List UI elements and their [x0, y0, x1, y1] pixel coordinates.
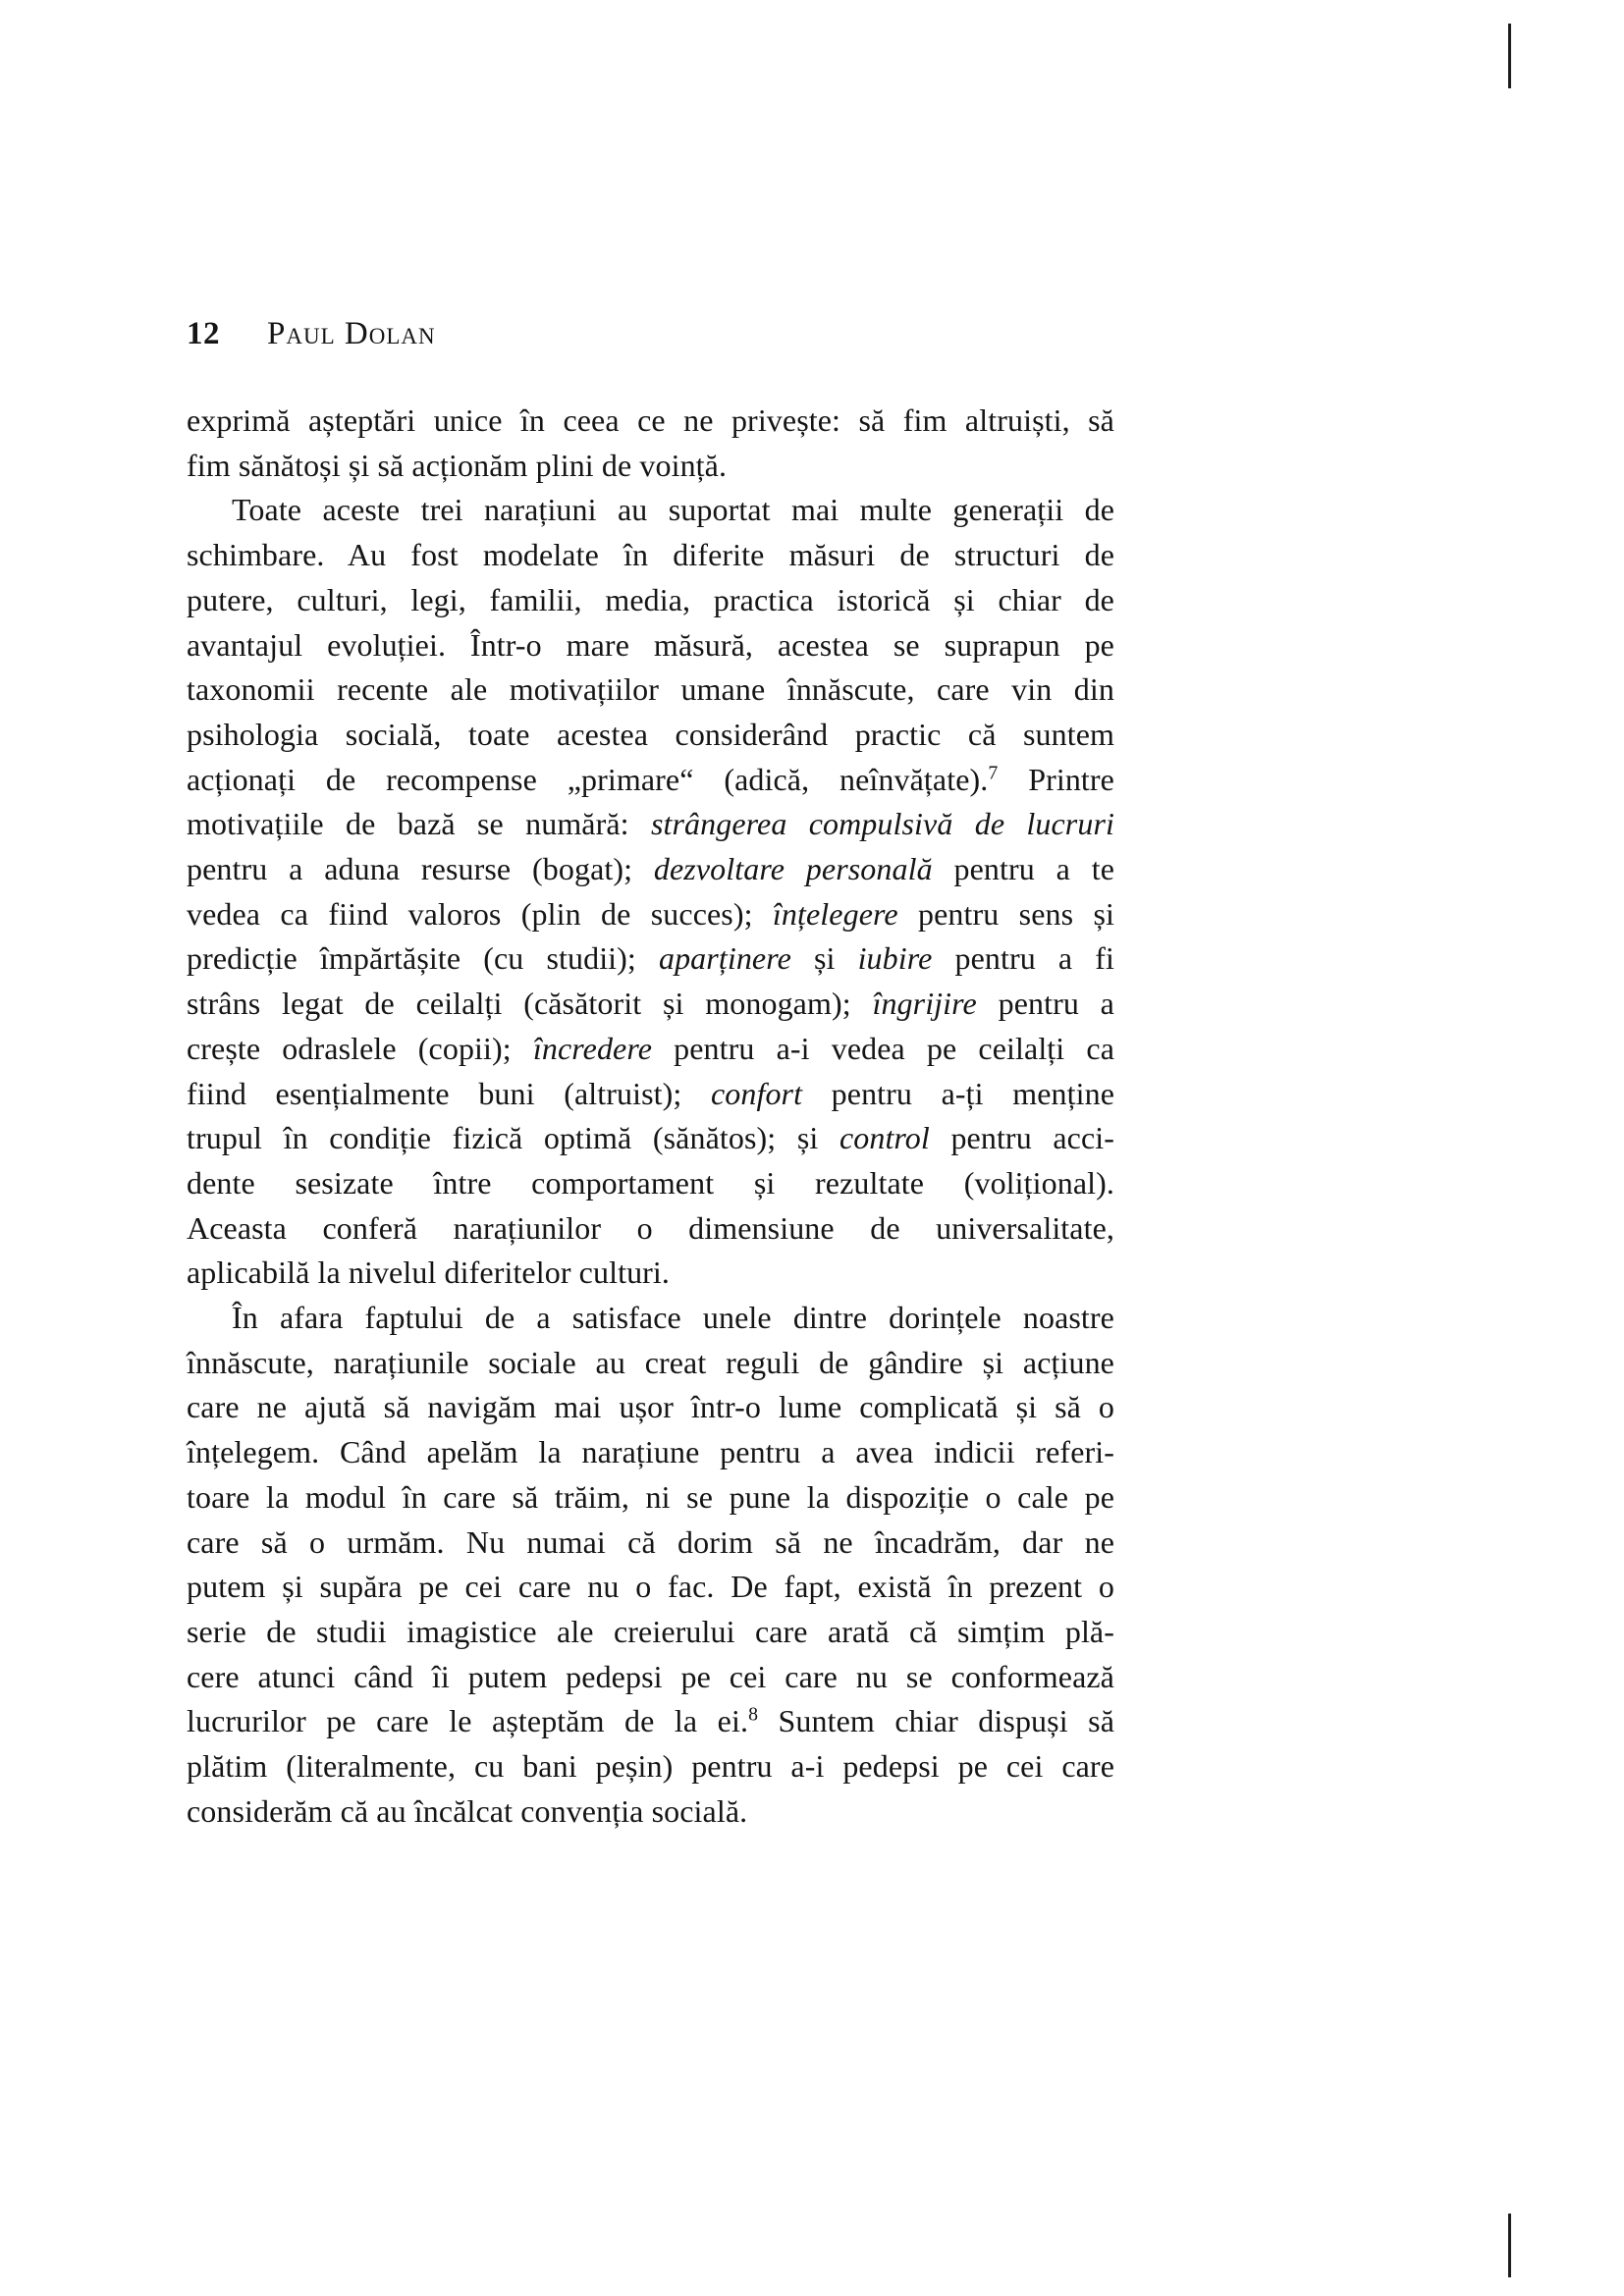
text-run: pentru a-i vedea pe ceilalți ca: [652, 1030, 1114, 1066]
text-run: strâns legat de ceilalți (căsătorit și monogam);: [187, 986, 873, 1022]
text-run: serie de studii imagistice ale creierului care arată că simțim plă-: [187, 1613, 1114, 1649]
text-run: pentru a-ți menține: [802, 1075, 1115, 1111]
text-run: care să o urmăm. Nu numai că dorim să ne încadrăm, dar ne: [187, 1523, 1114, 1560]
text-run: pentru a: [976, 986, 1114, 1022]
text-line: [187, 802, 1114, 847]
text-line: [187, 1789, 1114, 1835]
text-line: [187, 1116, 1114, 1161]
text-line: [187, 533, 1114, 578]
text-run: putere, culturi, legi, familii, media, practica istorică și chiar de: [187, 581, 1114, 617]
italic-term: iubire: [857, 940, 933, 977]
text-line: [187, 1430, 1114, 1475]
text-run: avantajul evoluției. Într-o mare măsură, acestea se suprapun pe: [187, 626, 1114, 663]
text-run: cere atunci când îi putem pedepsi pe cei care nu se conformează: [187, 1658, 1114, 1694]
scan-mark-top: [1508, 24, 1511, 88]
text-run: psihologia socială, toate acestea considerând practic că suntem: [187, 716, 1114, 752]
text-run: pentru acci-: [929, 1120, 1114, 1156]
text-line: [187, 488, 1114, 533]
text-run: acționați de recompense „primare“ (adică, neînvățate).: [187, 761, 989, 797]
text-line: [187, 1027, 1114, 1072]
text-run: motivațiile de bază se numără:: [187, 806, 651, 842]
italic-term: înțelegere: [772, 895, 898, 932]
text-run: putem și supăra pe cei care nu o fac. De fapt, există în prezent o: [187, 1569, 1114, 1605]
text-run: fiind esențialmente buni (altruist);: [187, 1075, 711, 1111]
text-line: [187, 713, 1114, 758]
italic-term: strângerea compulsivă de lucruri: [650, 806, 1114, 842]
text-line: [187, 1341, 1114, 1386]
text-line: [187, 444, 1114, 489]
italic-term: dezvoltare personală: [653, 851, 933, 887]
italic-term: confort: [710, 1075, 803, 1111]
text-line: [187, 758, 1114, 803]
text-run: trupul în condiție fizică optimă (sănătos); și: [187, 1120, 839, 1156]
scan-mark-bottom: [1508, 2214, 1511, 2277]
text-line: [187, 1744, 1114, 1789]
text-run: toare la modul în care să trăim, ni se pune la dispoziție o cale pe: [187, 1478, 1114, 1515]
text-run: În afara faptului de a satisface unele dintre dorințele noastre: [232, 1300, 1114, 1336]
text-run: Suntem chiar dispuși să: [758, 1703, 1114, 1739]
text-line: [187, 847, 1114, 892]
italic-term: îngrijire: [872, 986, 977, 1022]
text-run: pentru a fi: [932, 940, 1115, 977]
text-line: [187, 1655, 1114, 1700]
text-run: lucrurilor pe care le așteptăm de la ei.: [187, 1703, 749, 1739]
text-line: [187, 1610, 1114, 1655]
text-line: [187, 1206, 1114, 1252]
text-run: înnăscute, narațiunile sociale au creat reguli de gândire și acțiune: [187, 1344, 1114, 1380]
body-text: [187, 399, 1114, 1835]
text-run: vedea ca fiind valoros (plin de succes);: [187, 895, 773, 932]
text-run: Toate aceste trei narațiuni au suportat mai multe generații de: [232, 492, 1114, 528]
text-run: pentru a te: [932, 851, 1115, 887]
text-line: [187, 1521, 1114, 1566]
text-run: și: [790, 940, 858, 977]
page-number: 12: [187, 316, 220, 351]
text-line: [187, 1385, 1114, 1430]
italic-term: control: [839, 1120, 930, 1156]
text-line: [187, 1699, 1114, 1744]
text-line: [187, 1161, 1114, 1206]
text-line: [187, 578, 1114, 623]
footnote-ref: 8: [748, 1703, 759, 1726]
text-run: predicție împărtășite (cu studii);: [187, 940, 659, 977]
author-running-head: Paul Dolan: [267, 316, 436, 351]
text-line: [187, 1475, 1114, 1521]
text-line: [187, 623, 1114, 668]
text-line: [187, 936, 1114, 982]
text-run: plătim (literalmente, cu bani peșin) pentru a-i pedepsi pe cei care: [187, 1748, 1114, 1785]
text-run: dente sesizate între comportament și rezultate (volițional).: [187, 1164, 1114, 1201]
text-run: considerăm că au încălcat convenția socială.: [187, 1792, 748, 1829]
text-line: [187, 892, 1114, 937]
text-run: Printre: [998, 761, 1114, 797]
text-run: crește odraslele (copii);: [187, 1030, 533, 1066]
text-line: [187, 1072, 1114, 1117]
text-line: [187, 667, 1114, 713]
text-run: pentru a aduna resurse (bogat);: [187, 851, 654, 887]
text-line: [187, 1296, 1114, 1341]
text-line: [187, 1251, 1114, 1296]
footnote-ref: 7: [988, 761, 999, 783]
text-run: care ne ajută să navigăm mai ușor într-o lume complicată și să o: [187, 1389, 1114, 1425]
text-run: înțelegem. Când apelăm la narațiune pentru a avea indicii referi-: [187, 1434, 1114, 1470]
text-line: [187, 982, 1114, 1027]
text-run: aplicabilă la nivelul diferitelor culturi.: [187, 1255, 671, 1291]
text-run: Aceasta conferă narațiunilor o dimensiune de universalitate,: [187, 1209, 1114, 1246]
text-run: pentru sens și: [897, 895, 1114, 932]
text-run: schimbare. Au fost modelate în diferite măsuri de structuri de: [187, 537, 1114, 573]
text-line: [187, 1565, 1114, 1610]
text-line: [187, 399, 1114, 444]
italic-term: aparținere: [658, 940, 791, 977]
text-run: exprimă așteptări unice în ceea ce ne privește: să fim altruiști, să: [187, 402, 1114, 438]
text-run: taxonomii recente ale motivațiilor umane înnăscute, care vin din: [187, 671, 1114, 708]
italic-term: încredere: [532, 1030, 653, 1066]
running-head: [187, 314, 436, 353]
text-run: fim sănătoși și să acționăm plini de voință.: [187, 447, 728, 483]
